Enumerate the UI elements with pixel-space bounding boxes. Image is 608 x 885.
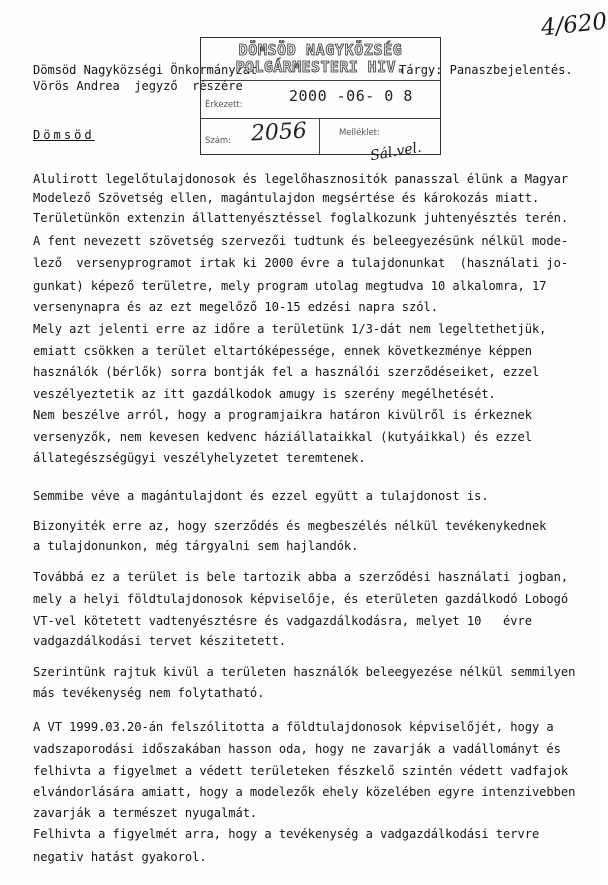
body-line: Mely azt jelenti erre az időre a területünk 1/3-dát nem legeltethetjük, xyxy=(33,322,547,336)
body-line: elvándorlására amiatt, hogy a modelezők ehely közelében egyre intenzivebben xyxy=(33,785,576,799)
body-line: felhivta a figyelmet a védett területeken fészkelő szintén védett vadfajok xyxy=(33,764,569,778)
body-line: Szerintünk rajtuk kivül a területen használók beleegyezése nélkül semmilyen xyxy=(33,665,576,679)
body-line: használók (bérlők) sorra bontják fel a használói szerződéseiket, ezzel xyxy=(33,365,540,379)
body-line: más tevékenység nem folytatható. xyxy=(33,686,265,700)
subject-line: Tárgy: Panaszbejelentés. xyxy=(399,63,573,77)
body-line: Semmibe véve a magántulajdont és ezzel együtt a tulajdonost is. xyxy=(33,489,489,503)
body-line: lező versenyprogramot irtak ki 2000 évre a tulajdonunkat (használati jo- xyxy=(33,256,569,270)
body-line: a tulajdonunkon, még tárgyalni sem hajlandók. xyxy=(33,539,359,553)
body-line: emiatt csökken a terület eltartóképessége, ennek következménye képpen xyxy=(33,344,532,358)
registration-stamp xyxy=(200,37,441,155)
stamp-divider xyxy=(201,118,440,119)
body-line: vadszaporodási időszakában hasson oda, hogy ne zavarják a vadállományt és xyxy=(33,742,561,756)
body-line: vadgazdálkodási tervet készitetett. xyxy=(33,634,287,648)
body-line: Területünkön extenzin állattenyésztéssel foglalkozunk juhtenyésztés terén. xyxy=(33,211,569,225)
body-line: Felhivta a figyelmét arra, hogy a tevékenység a vadgazdálkodási tervre xyxy=(33,827,540,841)
body-line: versenynapra és az ezt megelőző 10-15 edzési napra szól. xyxy=(33,300,438,314)
stamp-office-line-1: DÖMSÖD NAGYKÖZSÉG xyxy=(238,41,403,59)
body-line: Modelező Szövetség ellen, magántulajdon megsértése és károkozás miatt. xyxy=(33,191,540,205)
addressee-line-2: Vörös Andrea jegyző részére xyxy=(33,79,243,93)
addressee-line-1: Dömsöd Nagyközségi Önkormányzat xyxy=(33,63,258,77)
body-line: Nem beszélve arról, hogy a programjaikra határon kivülről is érkeznek xyxy=(33,408,532,422)
body-line: zavarják a természet nyugalmát. xyxy=(33,806,258,820)
stamp-divider xyxy=(201,80,440,81)
stamp-received-date: 2000 -06- 0 8 xyxy=(289,87,413,105)
stamp-column-divider xyxy=(319,118,320,154)
body-line: VT-vel kötetett vadtenyésztésre és vadgazdálkodásra, melyet 10 évre xyxy=(33,614,532,628)
body-line: A VT 1999.03.20-án felszólitotta a földtulajdonosok képviselőjét, hogy a xyxy=(33,720,554,734)
body-line: mely a helyi földtulajdonosok képviselője, és eterületen gazdálkodó Lobogó xyxy=(33,592,569,606)
body-line: állategészségügyi veszélyhelyzetet teremtenek. xyxy=(33,451,366,465)
stamp-attachment-label: Melléklet: xyxy=(339,128,380,138)
body-line: Alulirott legelőtulajdonosok és legelőhasznositók panasszal élünk a Magyar xyxy=(33,172,569,186)
stamp-number-label: Szám: xyxy=(205,136,231,146)
handwritten-initials: Sál.vel. xyxy=(369,139,423,165)
body-line: A fent nevezett szövetség szervezői tudtunk és beleegyezésünk nélkül mode- xyxy=(33,234,569,248)
body-line: gunkat) képező területre, mely program utolag megtudva 10 alkalomra, 17 xyxy=(33,279,547,293)
body-line: Bizonyiték erre az, hogy szerződés és megbeszélés nélkül tevékenykednek xyxy=(33,519,547,533)
body-line: veszélyeztetik az itt gazdálkodok amugy is szerény megélhetését. xyxy=(33,387,496,401)
body-line: versenyzők, nem kevesen kedvenc háziállataikkal (kutyáikkal) és ezzel xyxy=(33,430,532,444)
stamp-received-label: Érkezett: xyxy=(205,100,243,110)
stamp-number-value: 2056 xyxy=(250,118,308,147)
stamp-office-line-2: POLGÁRMESTERI HIV. xyxy=(235,58,406,76)
handwritten-file-number: 4/620 xyxy=(539,8,608,42)
body-line: negativ hatást gyakorol. xyxy=(33,850,207,864)
place-heading: Dömsöd xyxy=(33,128,95,142)
body-line: Továbbá ez a terület is bele tartozik abba a szerződési használati jogban, xyxy=(33,570,569,584)
